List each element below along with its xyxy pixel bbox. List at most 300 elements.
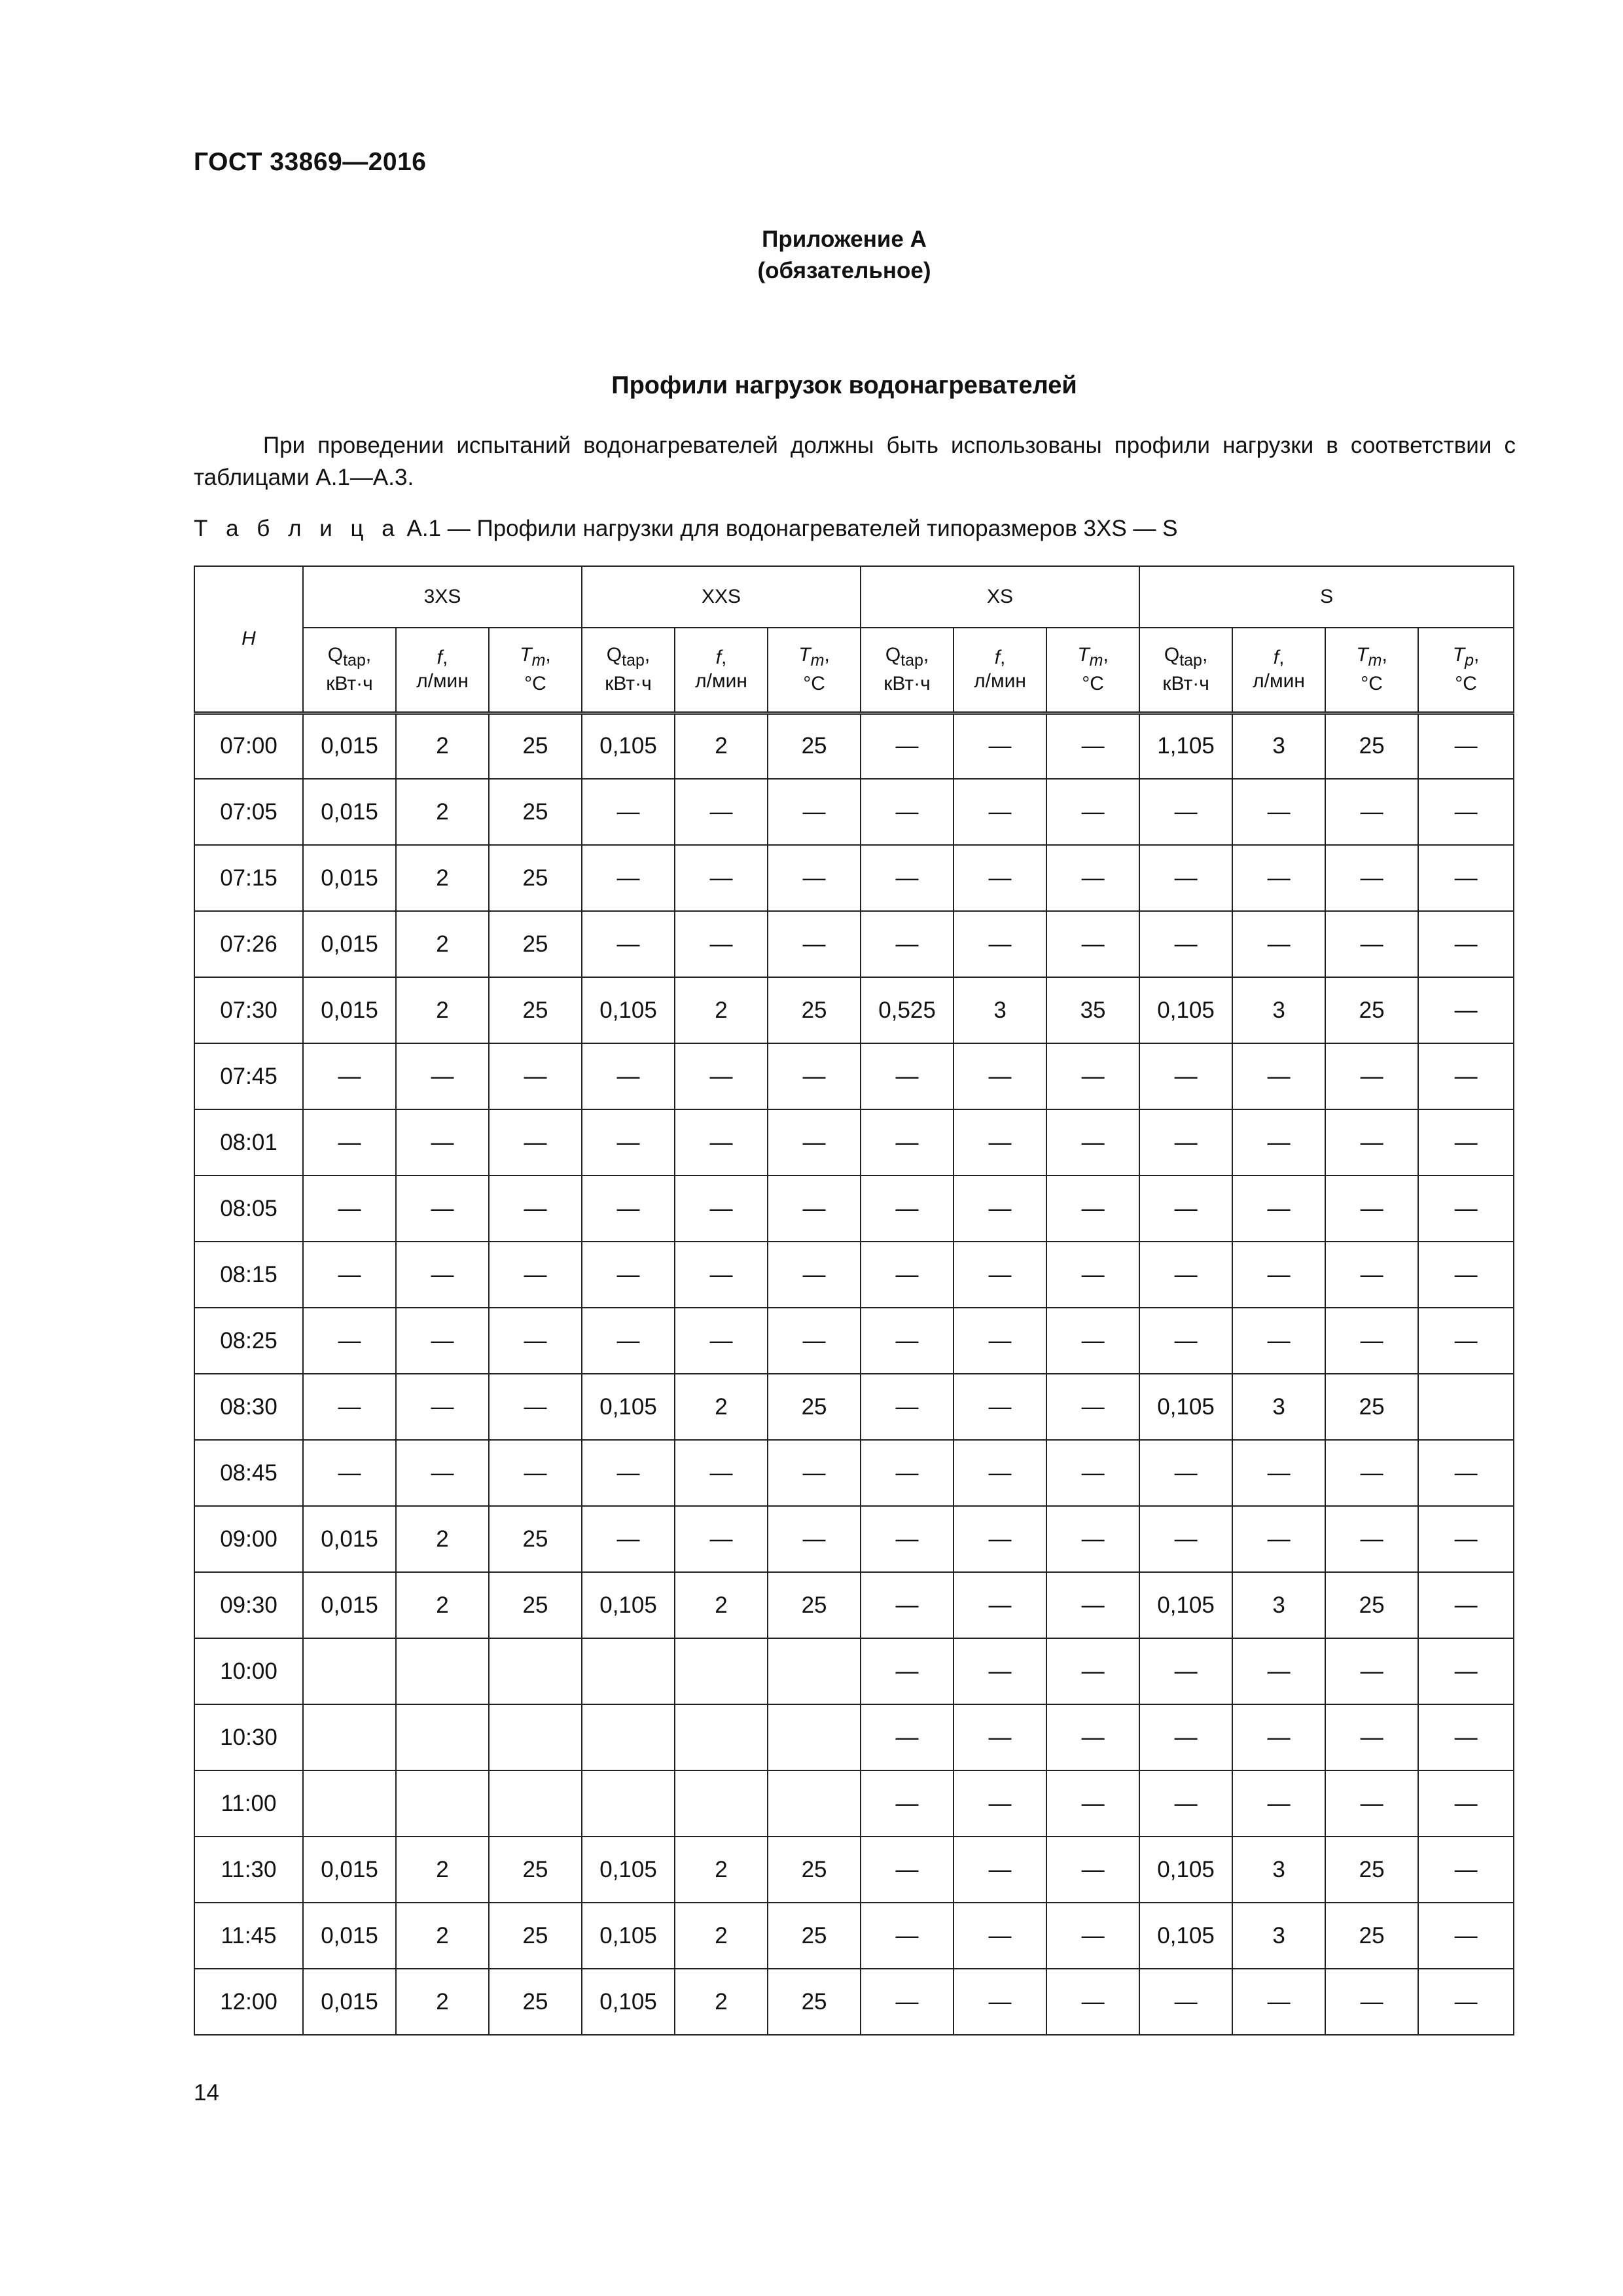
value-cell: 2 [675,1837,768,1903]
value-cell: 0,015 [303,977,396,1043]
value-cell: — [582,1043,675,1109]
value-cell: — [1046,1043,1139,1109]
value-cell: — [396,1374,489,1440]
value-cell: — [1325,1440,1418,1506]
value-cell: 25 [489,779,582,845]
value-cell: — [1046,1704,1139,1770]
value-cell: — [396,1043,489,1109]
column-symbol: T [520,644,532,666]
value-cell: — [861,1109,954,1175]
column-header: $Q_{tap}$, кВт·ч [1139,628,1232,713]
value-cell: — [954,779,1046,845]
value-cell: 0,105 [1139,1837,1232,1903]
time-cell: 08:25 [194,1308,303,1374]
value-cell: — [861,713,954,779]
value-cell: — [1232,1770,1325,1837]
value-cell: 0,015 [303,1837,396,1903]
value-cell: — [768,779,861,845]
value-cell: — [954,1969,1046,2035]
column-symbol: f [715,647,722,669]
value-cell: 2 [396,779,489,845]
value-cell: — [954,845,1046,911]
column-subscript: tap [1179,651,1202,670]
value-cell: — [768,1440,861,1506]
value-cell: — [1046,1374,1139,1440]
value-cell: — [1139,1308,1232,1374]
value-cell: 0,015 [303,1969,396,2035]
value-cell: 3 [1232,1572,1325,1638]
column-header: $Q_{tap}$, кВт·ч [861,628,954,713]
value-cell: — [861,1969,954,2035]
table-caption-label: Т а б л и ц а [194,516,401,541]
column-unit: °С [524,673,546,695]
column-unit: л/мин [695,670,747,692]
value-cell: 25 [489,1506,582,1572]
value-cell: — [1046,1242,1139,1308]
value-cell: 2 [675,1969,768,2035]
column-subscript: m [531,651,546,670]
table-row [194,1308,1514,1374]
value-cell: — [396,1308,489,1374]
value-cell: — [861,779,954,845]
time-cell: 09:00 [194,1506,303,1572]
table-row [194,713,1514,779]
value-cell: 25 [768,1969,861,2035]
time-cell: 11:30 [194,1837,303,1903]
column-subscript: m [810,651,825,670]
section-title: Профили нагрузок водонагревателей [611,372,1077,399]
value-cell [675,1638,768,1704]
value-cell: — [582,1506,675,1572]
value-cell: — [1046,1969,1139,2035]
value-cell: 0,015 [303,1572,396,1638]
value-cell: — [489,1308,582,1374]
value-cell: — [1325,779,1418,845]
annex-status: (обязательное) [757,258,931,283]
value-cell: — [861,1242,954,1308]
value-cell: — [1325,1242,1418,1308]
value-cell: — [861,1638,954,1704]
column-subscript: m [1089,651,1103,670]
value-cell: 3 [1232,1837,1325,1903]
table-row [194,1242,1514,1308]
time-cell: 11:45 [194,1903,303,1969]
value-cell: — [1046,1175,1139,1242]
group-header-xxs: XXS [582,566,861,628]
value-cell: 0,015 [303,1506,396,1572]
value-cell: — [396,1242,489,1308]
value-cell: — [954,1175,1046,1242]
value-cell: — [954,1638,1046,1704]
value-cell: — [303,1175,396,1242]
value-cell: — [582,1175,675,1242]
column-symbol: Q [606,644,622,666]
value-cell: 2 [396,1837,489,1903]
column-unit: кВт·ч [883,673,931,695]
value-cell: — [861,1572,954,1638]
value-cell: — [1046,1572,1139,1638]
column-subscript: m [1368,651,1382,670]
value-cell: 0,015 [303,845,396,911]
table-row [194,1175,1514,1242]
value-cell: — [954,1242,1046,1308]
value-cell [303,1704,396,1770]
column-unit: л/мин [974,670,1026,692]
table-row [194,1506,1514,1572]
value-cell: — [1046,1638,1139,1704]
value-cell: — [303,1440,396,1506]
value-cell: 2 [396,911,489,977]
value-cell: — [861,1175,954,1242]
time-cell: 07:30 [194,977,303,1043]
value-cell: 3 [1232,713,1325,779]
column-unit: кВт·ч [605,673,652,695]
value-cell: 3 [1232,1374,1325,1440]
value-cell: — [1325,1704,1418,1770]
value-cell: — [768,1043,861,1109]
value-cell: 25 [768,1903,861,1969]
value-cell: — [1139,1969,1232,2035]
value-cell: — [1418,779,1514,845]
value-cell: — [489,1440,582,1506]
value-cell: — [954,911,1046,977]
value-cell: — [954,1374,1046,1440]
value-cell: — [582,1308,675,1374]
value-cell: — [489,1109,582,1175]
value-cell: — [303,1043,396,1109]
value-cell: — [489,1242,582,1308]
column-header: $Q_{tap}$, кВт·ч [582,628,675,713]
value-cell: — [1325,1506,1418,1572]
table-row [194,1704,1514,1770]
value-cell: — [861,845,954,911]
column-unit: л/мин [1253,670,1305,692]
value-cell: — [768,911,861,977]
value-cell: 3 [1232,1903,1325,1969]
value-cell: — [1139,1109,1232,1175]
value-cell: 0,105 [582,977,675,1043]
value-cell: — [1232,1638,1325,1704]
table-caption [194,516,1177,542]
column-subscript: tap [622,651,645,670]
group-header-3xs: 3XS [303,566,582,628]
column-symbol: f [994,647,1001,669]
value-cell [489,1770,582,1837]
value-cell [582,1638,675,1704]
column-header: f, л/мин [675,628,768,713]
value-cell: 25 [1325,713,1418,779]
value-cell: — [1232,1043,1325,1109]
value-cell [582,1770,675,1837]
value-cell: — [1139,1638,1232,1704]
value-cell: 0,015 [303,713,396,779]
value-cell: — [1232,1175,1325,1242]
value-cell: — [582,779,675,845]
column-subscript: p [1465,651,1474,670]
value-cell: 25 [489,911,582,977]
value-cell [1418,1374,1514,1440]
value-cell: — [1418,1969,1514,2035]
column-symbol: f [1273,647,1279,669]
value-cell: — [954,1903,1046,1969]
table-row [194,1770,1514,1837]
value-cell: 0,105 [1139,1374,1232,1440]
table-row [194,1440,1514,1506]
value-cell: — [861,911,954,977]
value-cell: — [1139,911,1232,977]
value-cell: — [1325,1109,1418,1175]
value-cell: — [768,1506,861,1572]
value-cell: — [861,1308,954,1374]
value-cell: 0,105 [1139,1572,1232,1638]
value-cell: 0,015 [303,1903,396,1969]
table-row [194,1109,1514,1175]
value-cell: — [768,1308,861,1374]
value-cell: — [954,713,1046,779]
table-body [194,713,1514,2035]
value-cell: — [1139,1242,1232,1308]
value-cell: — [861,1374,954,1440]
value-cell: 0,015 [303,779,396,845]
value-cell: — [1418,713,1514,779]
value-cell: — [582,1440,675,1506]
column-symbol: T [1452,644,1465,666]
column-header: $T_m$, °С [768,628,861,713]
value-cell: — [675,1175,768,1242]
table-row [194,1043,1514,1109]
table-caption-text: А.1 — Профили нагрузки для водонагревателей типоразмеров 3XS — S [406,516,1178,541]
table-row [194,1969,1514,2035]
value-cell: 0,105 [582,1969,675,2035]
value-cell: — [1232,845,1325,911]
value-cell: 2 [675,977,768,1043]
value-cell: 0,525 [861,977,954,1043]
value-cell: — [1046,713,1139,779]
table-row [194,911,1514,977]
value-cell: — [861,1770,954,1837]
column-symbol: T [1077,644,1090,666]
value-cell: — [954,1837,1046,1903]
value-cell: 25 [489,713,582,779]
value-cell: — [954,1043,1046,1109]
value-cell: — [1232,1506,1325,1572]
value-cell: — [303,1242,396,1308]
value-cell: — [303,1308,396,1374]
load-profile-table-wrap [194,565,1514,2036]
table-row [194,1903,1514,1969]
value-cell: — [1046,1770,1139,1837]
value-cell: — [396,1109,489,1175]
value-cell: — [1046,911,1139,977]
value-cell: 2 [396,713,489,779]
value-cell: — [954,1770,1046,1837]
time-cell: 08:01 [194,1109,303,1175]
value-cell: — [1139,1704,1232,1770]
value-cell: 2 [675,1374,768,1440]
value-cell: 0,105 [1139,1903,1232,1969]
value-cell [396,1770,489,1837]
value-cell: — [675,911,768,977]
table-row [194,845,1514,911]
value-cell [768,1704,861,1770]
value-cell: — [1325,1043,1418,1109]
value-cell: — [582,911,675,977]
value-cell: — [675,1242,768,1308]
table-row [194,977,1514,1043]
value-cell: — [954,1704,1046,1770]
column-subscript: tap [343,651,366,670]
value-cell [768,1638,861,1704]
value-cell: — [1046,1109,1139,1175]
value-cell [489,1638,582,1704]
value-cell: 3 [1232,977,1325,1043]
column-header: $Q_{tap}$, кВт·ч [303,628,396,713]
value-cell: — [1046,1903,1139,1969]
value-cell: 25 [489,1903,582,1969]
value-cell: — [1418,1175,1514,1242]
value-cell: — [1418,1638,1514,1704]
value-cell: 0,015 [303,911,396,977]
value-cell [582,1704,675,1770]
column-symbol: T [798,644,811,666]
value-cell: — [861,1903,954,1969]
value-cell: — [582,1109,675,1175]
value-cell: — [1232,779,1325,845]
column-symbol: Q [327,644,344,666]
value-cell: — [1325,1969,1418,2035]
column-header: f, л/мин [954,628,1046,713]
value-cell: — [1232,911,1325,977]
value-cell: — [861,1704,954,1770]
value-cell [303,1638,396,1704]
value-cell: — [1418,1572,1514,1638]
value-cell: 35 [1046,977,1139,1043]
value-cell: 2 [396,1903,489,1969]
value-cell: — [582,1242,675,1308]
value-cell [675,1770,768,1837]
value-cell: 25 [489,977,582,1043]
value-cell: 2 [675,713,768,779]
value-cell: — [954,1506,1046,1572]
value-cell: — [768,1109,861,1175]
value-cell: — [1232,1109,1325,1175]
value-cell: — [1418,845,1514,911]
value-cell: 25 [489,1837,582,1903]
value-cell: — [1046,845,1139,911]
column-unit: °С [1361,673,1383,695]
value-cell: 3 [954,977,1046,1043]
column-header: $T_p$, °С [1418,628,1514,713]
value-cell: — [1418,1308,1514,1374]
value-cell: — [1139,1043,1232,1109]
value-cell: — [768,1175,861,1242]
value-cell: — [675,1506,768,1572]
value-cell: 0,105 [582,1903,675,1969]
value-cell: 25 [1325,1374,1418,1440]
value-cell: — [1418,1043,1514,1109]
standard-code: ГОСТ 33869—2016 [194,148,427,176]
column-unit: °С [1455,673,1477,695]
value-cell: — [1325,845,1418,911]
value-cell: — [861,1506,954,1572]
value-cell [303,1770,396,1837]
time-column-header [194,566,303,713]
value-cell: — [1325,1638,1418,1704]
value-cell: — [1139,1770,1232,1837]
value-cell: 2 [396,977,489,1043]
value-cell: — [1418,1506,1514,1572]
table-row [194,779,1514,845]
column-unit: кВт·ч [1162,673,1209,695]
value-cell: — [861,1440,954,1506]
value-cell [489,1704,582,1770]
value-cell: — [489,1374,582,1440]
time-cell: 09:30 [194,1572,303,1638]
value-cell: — [1139,1175,1232,1242]
value-cell: 25 [1325,1903,1418,1969]
value-cell: — [675,1043,768,1109]
value-cell: — [768,1242,861,1308]
value-cell: — [396,1440,489,1506]
value-cell: 25 [768,1572,861,1638]
value-cell: 0,105 [1139,977,1232,1043]
time-cell: 08:30 [194,1374,303,1440]
value-cell: 25 [1325,1837,1418,1903]
column-unit: л/мин [416,670,469,692]
table-row [194,1572,1514,1638]
value-cell: 2 [675,1572,768,1638]
value-cell: — [1325,1175,1418,1242]
column-unit: °С [1082,673,1104,695]
table-parameter-header-row [194,628,1514,713]
value-cell: — [1232,1704,1325,1770]
value-cell: 0,105 [582,1572,675,1638]
value-cell: 0,105 [582,713,675,779]
value-cell: — [768,845,861,911]
column-header: $T_m$, °С [1325,628,1418,713]
group-header-xs: XS [861,566,1139,628]
value-cell: — [303,1374,396,1440]
value-cell: — [489,1043,582,1109]
column-unit: кВт·ч [326,673,373,695]
column-symbol: Q [1164,644,1180,666]
value-cell: 2 [675,1903,768,1969]
value-cell: — [1418,1109,1514,1175]
value-cell: — [861,1043,954,1109]
value-cell: 25 [1325,977,1418,1043]
value-cell: — [1418,1440,1514,1506]
value-cell: 2 [396,1572,489,1638]
value-cell: — [861,1837,954,1903]
value-cell: — [1139,779,1232,845]
value-cell: 25 [768,977,861,1043]
time-cell: 07:15 [194,845,303,911]
value-cell: — [1418,1837,1514,1903]
column-symbol: f [437,647,442,669]
value-cell: 25 [489,845,582,911]
value-cell: 25 [768,713,861,779]
annex-title: Приложение А [762,226,927,252]
time-cell: 08:05 [194,1175,303,1242]
value-cell: — [1418,911,1514,977]
value-cell: — [675,1440,768,1506]
time-cell: 11:00 [194,1770,303,1837]
value-cell: — [1418,1903,1514,1969]
page-number: 14 [194,2080,219,2106]
value-cell: — [954,1440,1046,1506]
value-cell: — [1139,1506,1232,1572]
table-row [194,1374,1514,1440]
